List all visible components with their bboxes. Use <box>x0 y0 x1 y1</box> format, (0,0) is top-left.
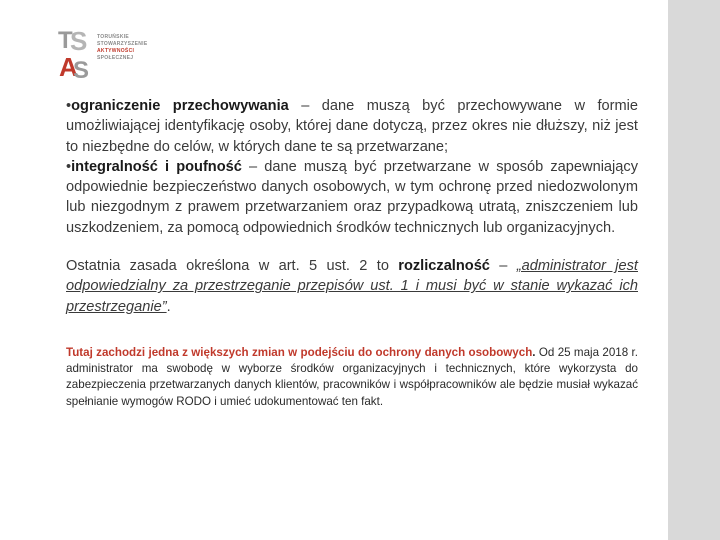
change-note-text: Od 25 maja 2018 r. administrator ma swobodę w wyborze środków organizacyjnych i technicznych, które wykorzysta do zabezpieczenia przetwarzanych danych klientów, pracowników i współpracowników ale będzie musiał wykazać spełnianie wymogów RODO i umieć udokumentować ten fakt. <box>66 345 638 408</box>
term-storage-limitation: ograniczenie przechowywania <box>71 98 289 114</box>
svg-text:A: A <box>59 52 78 82</box>
change-note-lead-end: . <box>532 345 536 359</box>
logo-line-1: TORUŃSKIE <box>97 34 130 40</box>
bullet-1: • <box>66 98 72 114</box>
logo-line-2: STOWARZYSZENIE <box>97 41 148 47</box>
change-note-lead: Tutaj zachodzi jedna z większych zmian w podejściu do ochrony danych osobowych <box>66 345 533 359</box>
accountability-dash: – <box>489 258 517 275</box>
bullet-2: • <box>66 158 72 175</box>
accountability-paragraph <box>66 256 638 317</box>
accountability-intro: Ostatnia zasada określona w art. 5 ust. 2 to <box>66 258 399 275</box>
logo-line-4: SPOŁECZNEJ <box>97 55 134 61</box>
accountability-quote: „administrator jest odpowiedzialny za przestrzeganie przepisów ust. 1 i musi być w stanie wykazać ich przestrzeganie” <box>66 258 638 315</box>
logo-line-3: AKTYWNOŚCI <box>97 48 135 54</box>
term-accountability: rozliczalność <box>398 258 490 275</box>
logo-caption <box>97 34 148 62</box>
text-integrity-confidentiality: – dane muszą być przetwarzane w sposób zapewniający odpowiednie bezpieczeństwo danych osobowych, w tym ochronę przed niedozwolonym lub niezgodnym z prawem przetwarzaniem oraz przypadkową utratą, zniszczeniem lub uszkodzeniem, za pomocą odpowiednich środków technicznych lub organizacyjnych. <box>66 158 639 236</box>
svg-text:S: S <box>70 26 88 56</box>
text-storage-limitation: – dane muszą być przechowywane w formie umożliwiającej identyfikację osoby, której dane dotyczą, przez okres nie dłuższy, niż jest to niezbędne do celów, w których dane te są przetwarzane; <box>66 98 638 155</box>
slide-content <box>66 96 638 410</box>
term-integrity-confidentiality: integralność i poufność <box>71 158 242 175</box>
accountability-end: . <box>166 298 171 315</box>
svg-text:T: T <box>58 27 73 54</box>
right-sidebar-bar <box>668 0 720 540</box>
change-note-paragraph <box>66 345 638 410</box>
principles-list <box>66 96 638 238</box>
svg-text:S: S <box>73 57 90 82</box>
